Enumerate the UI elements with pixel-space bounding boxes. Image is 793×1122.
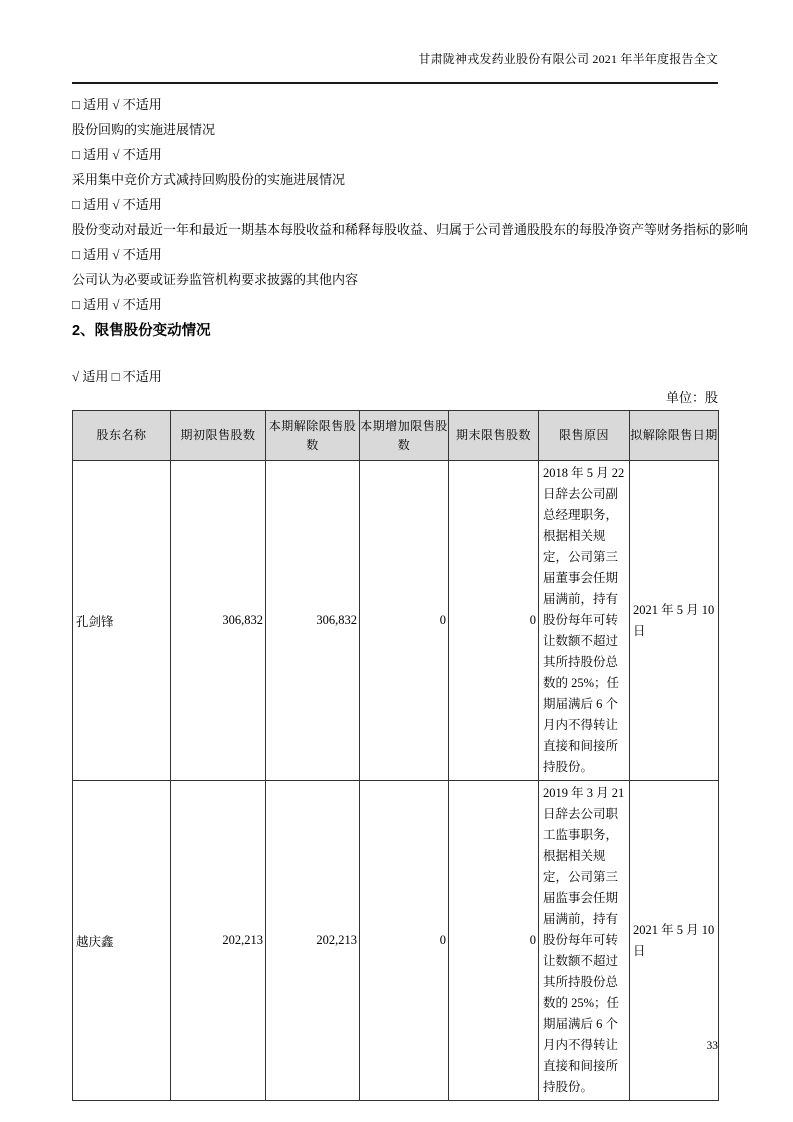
page-header	[72, 0, 718, 84]
cell-shareholder-name: 孔剑锋	[73, 461, 171, 781]
cell-closing: 0	[449, 461, 539, 781]
cell-shareholder-name: 越庆鑫	[73, 781, 171, 1101]
cell-released: 306,832	[266, 461, 360, 781]
cell-released: 202,213	[266, 781, 360, 1101]
statement-line: 采用集中竞价方式减持回购股份的实施进展情况	[72, 172, 346, 187]
cell-opening-restricted: 306,832	[171, 461, 266, 781]
applicability-line: □ 适用 √ 不适用	[72, 297, 162, 312]
cell-added: 0	[360, 781, 449, 1101]
applicability-line: □ 适用 √ 不适用	[72, 97, 162, 112]
restricted-shares-table	[72, 410, 719, 1101]
th-proposed-release-date: 拟解除限售日期	[630, 411, 719, 461]
cell-added: 0	[360, 461, 449, 781]
table-row	[73, 461, 719, 781]
th-shareholder-name: 股东名称	[73, 411, 171, 461]
applicability-line: □ 适用 √ 不适用	[72, 247, 162, 262]
applicability-line: □ 适用 √ 不适用	[72, 147, 162, 162]
th-opening-restricted: 期初限售股数	[171, 411, 266, 461]
statement-line: 公司认为必要或证券监管机构要求披露的其他内容	[72, 272, 359, 287]
table-row	[73, 781, 719, 1101]
page-number: 33	[706, 1040, 718, 1052]
cell-restriction-reason: 2018 年 5 月 22 日辞去公司副总经理职务，根据相关规定，公司第三届董事会任期届满前，持有股份每年可转让数额不超过其所持股份总数的 25%；任期届满后 6 个月内不得转让直接和间接所持股份。	[539, 461, 630, 781]
statements-block	[72, 92, 749, 317]
th-released-this-period: 本期解除限售股数	[266, 411, 360, 461]
cell-release-date: 2021 年 5 月 10 日	[630, 461, 719, 781]
cell-opening-restricted: 202,213	[171, 781, 266, 1101]
table-header-row	[73, 411, 719, 461]
th-added-this-period: 本期增加限售股数	[360, 411, 449, 461]
applicability-line: □ 适用 √ 不适用	[72, 197, 162, 212]
report-title: 甘肃陇神戎发药业股份有限公司 2021 年半年度报告全文	[418, 52, 718, 66]
th-closing-restricted: 期末限售股数	[449, 411, 539, 461]
cell-closing: 0	[449, 781, 539, 1101]
statement-line: 股份变动对最近一年和最近一期基本每股收益和稀释每股收益、归属于公司普通股股东的每股净资产等财务指标的影响	[72, 222, 749, 237]
statement-line: 股份回购的实施进展情况	[72, 122, 216, 137]
cell-restriction-reason: 2019 年 3 月 21 日辞去公司职工监事职务，根据相关规定，公司第三届监事会任期届满前，持有股份每年可转让数额不超过其所持股份总数的 25%；任期届满后 6 个月内不得转让直接和间接所持股份。	[539, 781, 630, 1101]
unit-label: 单位：股	[665, 390, 718, 405]
cell-release-date: 2021 年 5 月 10 日	[630, 781, 719, 1101]
section-heading: 2、限售股份变动情况	[72, 323, 211, 339]
th-restriction-reason: 限售原因	[539, 411, 630, 461]
applicability-line: √ 适用 □ 不适用	[72, 369, 162, 384]
